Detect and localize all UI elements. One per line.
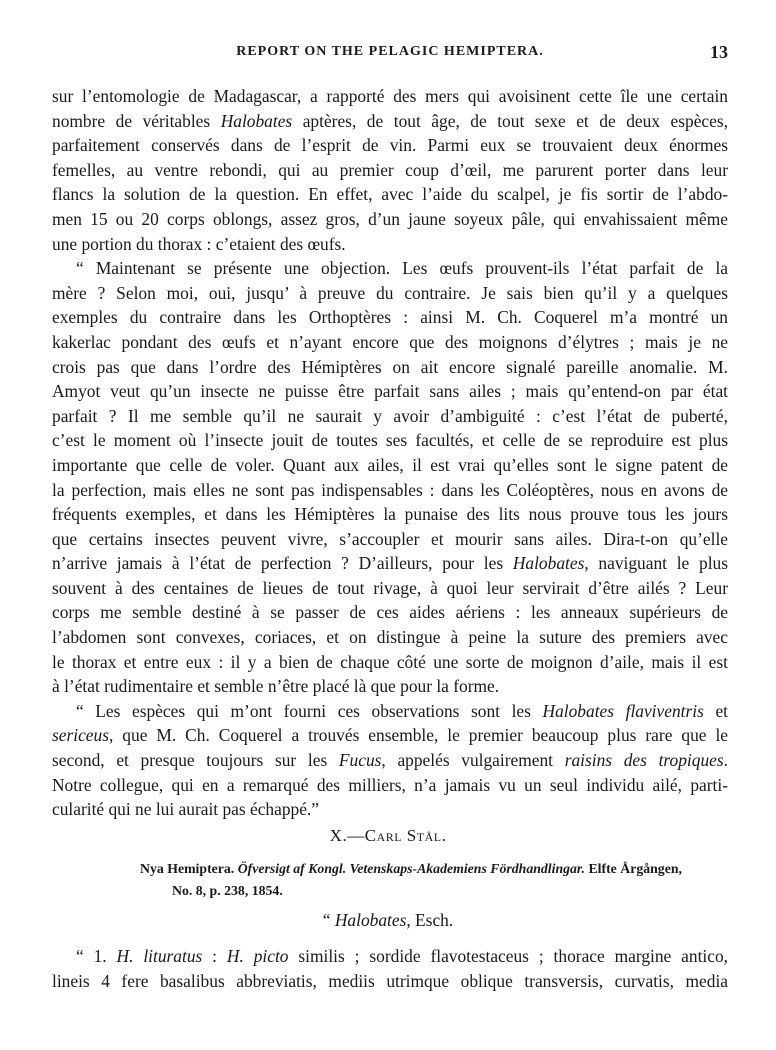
text-line: sericeus, que M. Ch. Coquerel a trouvés ensemble, le premier beaucoup plus rare que le [52,725,728,746]
text-line: que certains insectes peuvent vivre, s’accoupler et mourir sans ailes. Dira-t-on qu’elle [52,528,728,549]
text-line: la perfection, mais elles ne sont pas indispensables : dans les Coléoptères, nous en avons de [52,479,728,500]
text-line: corps me semble destiné à se passer de ces aides aériens : les anneaux supérieurs de [52,602,728,623]
text-line: le thorax et entre eux : il y a bien de chaque côté une sorte de moignon d’aile, mais il est [52,651,728,672]
text-line: Notre collegue, qui en a remarqué des milliers, n’a jamais vu un seul individu ailé, parti- [52,774,728,795]
reference-line-2: No. 8, p. 238, 1854. [172,883,283,898]
page-number: 13 [710,42,728,62]
species-description [52,944,728,994]
text-line: “ Maintenant se présente une objection. Les œufs prouvent-ils l’état parfait de la [76,258,728,279]
paragraph-2 [52,256,728,699]
text-line: crois pas que dans l’ordre des Hémiptères on ait encore signalé pareille anomalie. M. [52,356,728,377]
text-line: exemples du contraire dans les Orthoptères : ainsi M. Ch. Coquerel m’a montré un [52,307,728,328]
reference-line-1: Nya Hemiptera. Öfversigt af Kongl. Vetenskaps-Akademiens Fördhandlingar. Elfte Årgången, [140,861,682,876]
running-title: REPORT ON THE PELAGIC HEMIPTERA. [236,44,544,59]
text-line: souvent à des centaines de lieues de tout rivage, à quoi leur servirait d’être ailés ? Leur [52,577,728,598]
text-line: lineis 4 fere basalibus abbreviatis, mediis utrimque oblique transversis, curvatis, media [52,971,728,991]
genus-heading: “ Halobates, Esch. [322,910,454,930]
text-line: parfaitement conservés dans de l’esprit de vin. Parmi eux se trouvaient deux énormes [52,135,728,156]
text-line: second, et presque toujours sur les Fucus, appelés vulgairement raisins des tropiques. [52,750,729,771]
text-line: kakerlac pondant des œufs et n’ayant encore que des moignons d’élytres ; mais je ne [52,331,728,352]
text-line: c’est le moment où l’insecte jouit de toutes ses facultés, et celle de se reproduire est plus [52,430,728,451]
text-line: flancs la solution de la question. En effet, avec l’aide du scalpel, je fis sortir de l’abdo- [52,184,728,205]
text-line: femelles, au ventre rebondi, qui au premier coup d’œil, me parurent porter dans leur [52,159,728,180]
section-author: Carl Stål. [364,826,447,845]
text-line: cularité qui ne lui aurait pas échappé.” [52,799,320,820]
text-line: n’arrive jamais à l’état de perfection ? D’ailleurs, pour les Halobates, naviguant le plus [52,553,728,574]
text-line: men 15 ou 20 corps oblongs, assez gros, d’un jaune soyeux pâle, qui envahissaient même [52,208,728,229]
text-line: à l’état rudimentaire et semble n’être placé là que pour la forme. [52,676,500,697]
text-line: fréquents exemples, et dans les Hémiptères la punaise des lits nous prouve tous les jours [52,504,728,525]
text-line: une portion du thorax : c’etaient des œufs. [52,233,346,254]
section-numeral: X.— [329,826,365,845]
text-line: parfait ? Il me semble qu’il ne saurait y avoir d’ambiguité : c’est l’état de puberté, [52,405,728,426]
text-line: “ Les espèces qui m’ont fourni ces observations sont les Halobates flaviventris et [76,700,728,721]
text-line: importante que celle de voler. Quant aux ailes, il est vrai qu’elles sont le signe patent de [52,454,728,475]
text-line: l’abdomen sont convexes, coriaces, et on distingue à peine la suture des premiers avec [52,627,728,648]
text-line: “ 1. H. lituratus : H. picto similis ; sordide flavotestaceus ; thorace margine antico, [76,946,729,966]
text-line: mère ? Selon moi, oui, jusqu’ à preuve du contraire. Je sais bien qu’il y a quelques [52,282,728,303]
text-line: sur l’entomologie de Madagascar, a rapporté des mers qui avoisinent cette île une certain [52,86,728,106]
text-line: Amyot veut qu’un insecte ne puisse être parfait sans ailes ; mais qu’entend-on par état [52,381,728,402]
body-text [52,84,728,822]
bibliographic-reference [140,858,728,902]
paragraph-1 [52,84,728,256]
running-head [52,44,728,66]
text-line: nombre de véritables Halobates aptères, de tout âge, de tout sexe et de deux espèces, [52,110,728,131]
section-heading [0,826,776,846]
paragraph-3 [52,699,728,822]
